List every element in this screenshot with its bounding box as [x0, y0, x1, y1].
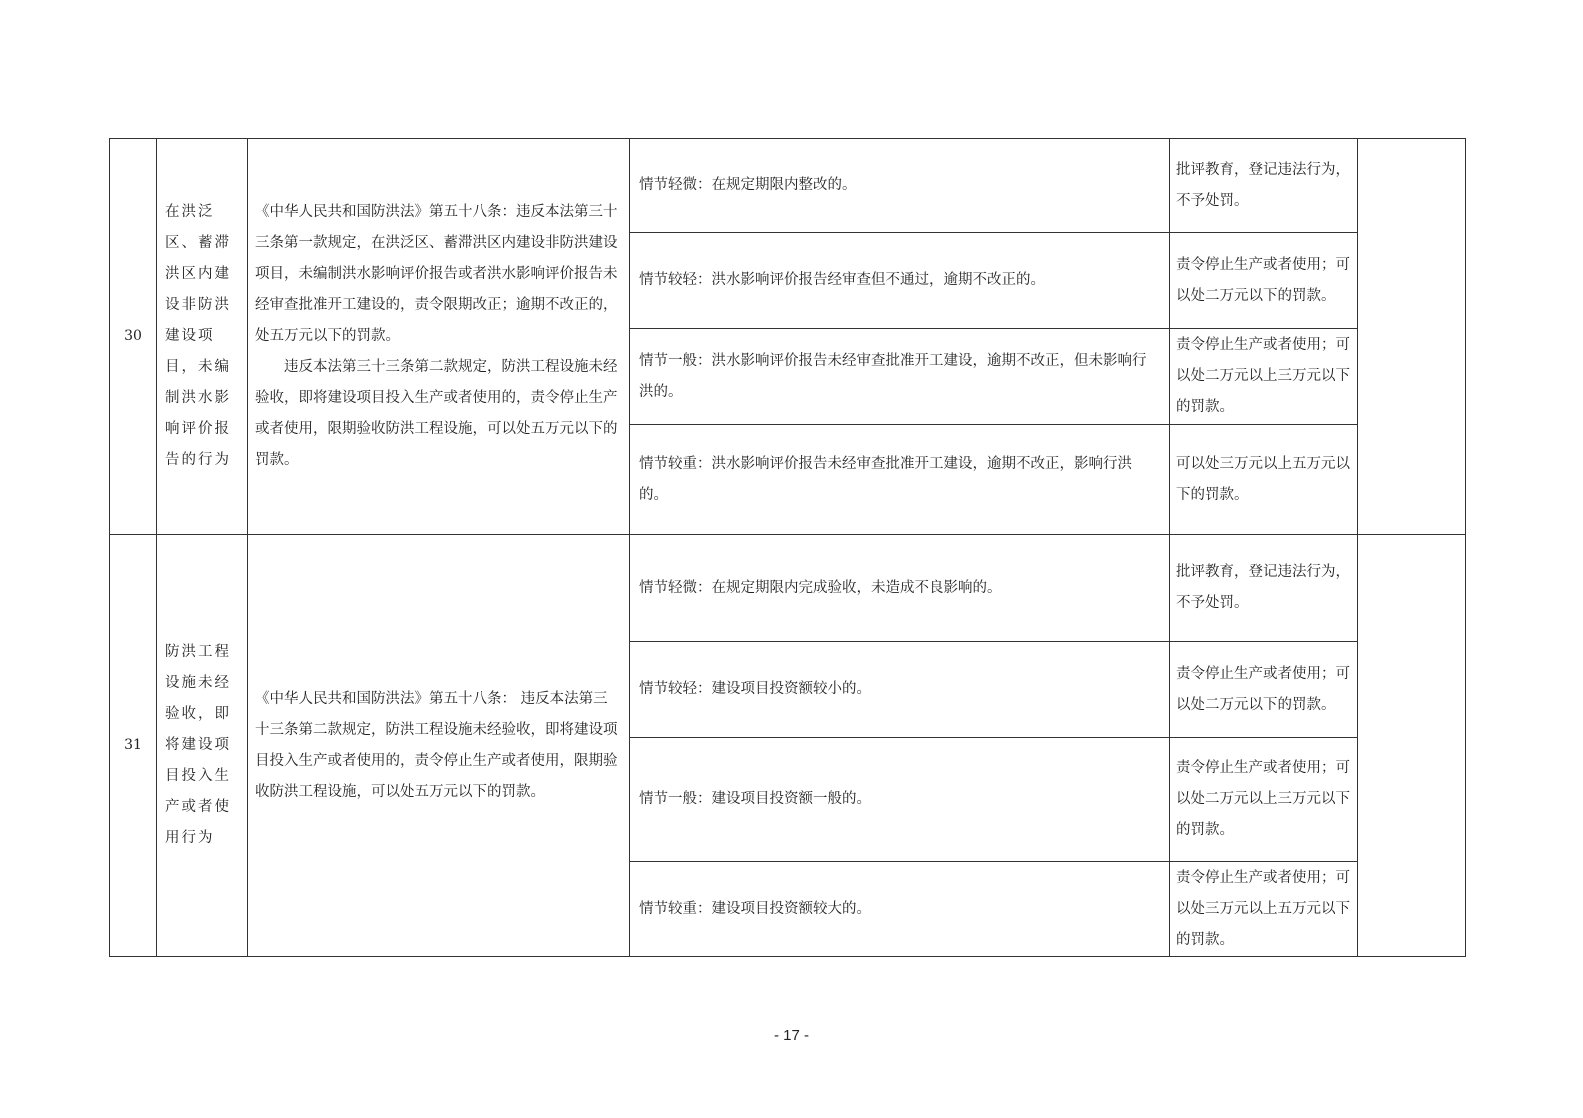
penalty-cell: 责令停止生产或者使用；可以处二万元以上三万元以下的罚款。	[1170, 738, 1358, 862]
penalty-cell: 责令停止生产或者使用；可以处二万元以下的罚款。	[1170, 233, 1358, 329]
penalty-standards-table-container	[109, 138, 1465, 957]
penalty-cell: 批评教育，登记违法行为，不予处罚。	[1170, 139, 1358, 233]
situation-cell: 情节较轻：建设项目投资额较小的。	[630, 642, 1170, 738]
row-number: 31	[110, 535, 157, 957]
violation-act: 防洪工程设施未经验收，即将建设项目投入生产或者使用行为	[157, 535, 248, 957]
situation-cell: 情节较轻：洪水影响评价报告经审查但不通过，逾期不改正的。	[630, 233, 1170, 329]
situation-cell: 情节一般：洪水影响评价报告未经审查批准开工建设，逾期不改正，但未影响行洪的。	[630, 329, 1170, 425]
remarks-cell	[1358, 535, 1466, 957]
page-number: - 17 -	[773, 1027, 809, 1044]
penalty-standards-table	[109, 138, 1466, 957]
penalty-cell: 批评教育，登记违法行为，不予处罚。	[1170, 535, 1358, 642]
situation-cell: 情节轻微：在规定期限内整改的。	[630, 139, 1170, 233]
violation-act: 在洪泛区、蓄滞洪区内建设非防洪建设项目，未编制洪水影响评价报告的行为	[157, 139, 248, 535]
legal-basis-paragraph: 违反本法第三十三条第二款规定，防洪工程设施未经验收，即将建设项目投入生产或者使用的，责令停止生产或者使用，限期验收防洪工程设施，可以处五万元以下的罚款。	[255, 359, 618, 468]
legal-basis-paragraph: 《中华人民共和国防洪法》第五十八条： 违反本法第三十三条第二款规定，防洪工程设施未经验收，即将建设项目投入生产或者使用的，责令停止生产或者使用，限期验收防洪工程设施，可以处五万元以下的罚款。	[255, 690, 618, 800]
remarks-cell	[1358, 139, 1466, 535]
table-row	[110, 139, 1466, 233]
row-number: 30	[110, 139, 157, 535]
legal-basis-paragraph: 《中华人民共和国防洪法》第五十八条：违反本法第三十三条第一款规定，在洪泛区、蓄滞洪区内建设非防洪建设项目，未编制洪水影响评价报告或者洪水影响评价报告未经审查批准开工建设的，责令限期改正；逾期不改正的，处五万元以下的罚款。	[255, 204, 618, 344]
situation-cell: 情节轻微：在规定期限内完成验收，未造成不良影响的。	[630, 535, 1170, 642]
situation-cell: 情节较重：建设项目投资额较大的。	[630, 862, 1170, 957]
table-row	[110, 535, 1466, 642]
legal-basis	[248, 139, 630, 535]
penalty-cell: 责令停止生产或者使用；可以处三万元以上五万元以下的罚款。	[1170, 862, 1358, 957]
situation-cell: 情节较重：洪水影响评价报告未经审查批准开工建设，逾期不改正，影响行洪的。	[630, 425, 1170, 535]
legal-basis	[248, 535, 630, 957]
penalty-cell: 责令停止生产或者使用；可以处二万元以上三万元以下的罚款。	[1170, 329, 1358, 425]
situation-cell: 情节一般：建设项目投资额一般的。	[630, 738, 1170, 862]
penalty-cell: 可以处三万元以上五万元以下的罚款。	[1170, 425, 1358, 535]
penalty-cell: 责令停止生产或者使用；可以处二万元以下的罚款。	[1170, 642, 1358, 738]
